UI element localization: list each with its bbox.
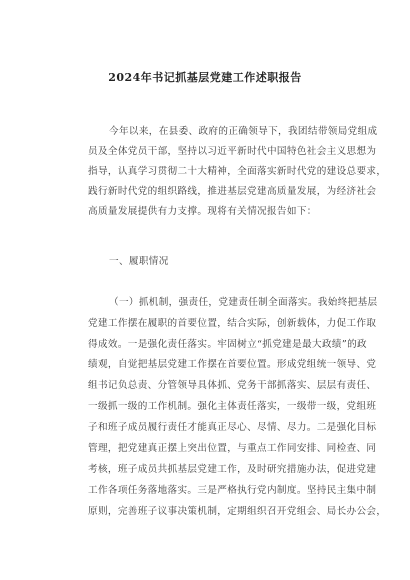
body-line: 原则，完善班子议事决策机制，定期组织召开党组会、局长办公会， xyxy=(88,506,387,517)
body-line: 考核，班子成员共抓基层党建工作，及时研究措施办法，促进党建 xyxy=(88,464,377,475)
intro-line: 员及全体党员干部，坚持以习近平新时代中国特色社会主义思想为 xyxy=(88,146,377,157)
body-line: 组书记负总责、分管领导具体抓、党务干部抓落实、层层有责任、 xyxy=(88,380,377,391)
body-line: 一级抓一级的工作机制。强化主体责任落实，一级带一级，党组班 xyxy=(88,401,377,412)
body-line: 管理，把党建真正摆上突出位置，与重点工作同安排、同检查、同 xyxy=(88,443,377,454)
body-line: 工作各项任务落地落实。三是严格执行党内制度。坚持民主集中制 xyxy=(88,485,377,496)
intro-line: 践行新时代党的组织路线，推进基层党建高质量发展，为经济社会 xyxy=(88,186,377,197)
body-line: 得成效。一是强化责任落实。牢固树立“抓党建是最大政绩”的政 xyxy=(88,339,367,350)
document-title: 2024年书记抓基层党建工作述职报告 xyxy=(108,71,302,84)
intro-line: 今年以来，在县委、政府的正确领导下，我团结带领局党组成 xyxy=(109,126,378,137)
intro-line: 指导，认真学习贯彻二十大精神，全面落实新时代党的建设总要求， xyxy=(88,166,387,177)
intro-line: 高质量发展提供有力支撑。现将有关情况报告如下： xyxy=(88,206,317,217)
body-line: 党建工作摆在履职的首要位置，结合实际，创新载体，力促工作取 xyxy=(88,318,377,329)
body-line: 绩观，自觉把基层党建工作摆在首要位置。形成党组统一领导、党 xyxy=(88,359,377,370)
body-line: 子和班子成员履行责任才能真正尽心、尽情、尽力。二是强化目标 xyxy=(88,422,377,433)
body-line: （一）抓机制，强责任，党建责任制全面落实。我始终把基层 xyxy=(109,297,378,308)
section-heading: 一、履职情况 xyxy=(109,256,169,267)
